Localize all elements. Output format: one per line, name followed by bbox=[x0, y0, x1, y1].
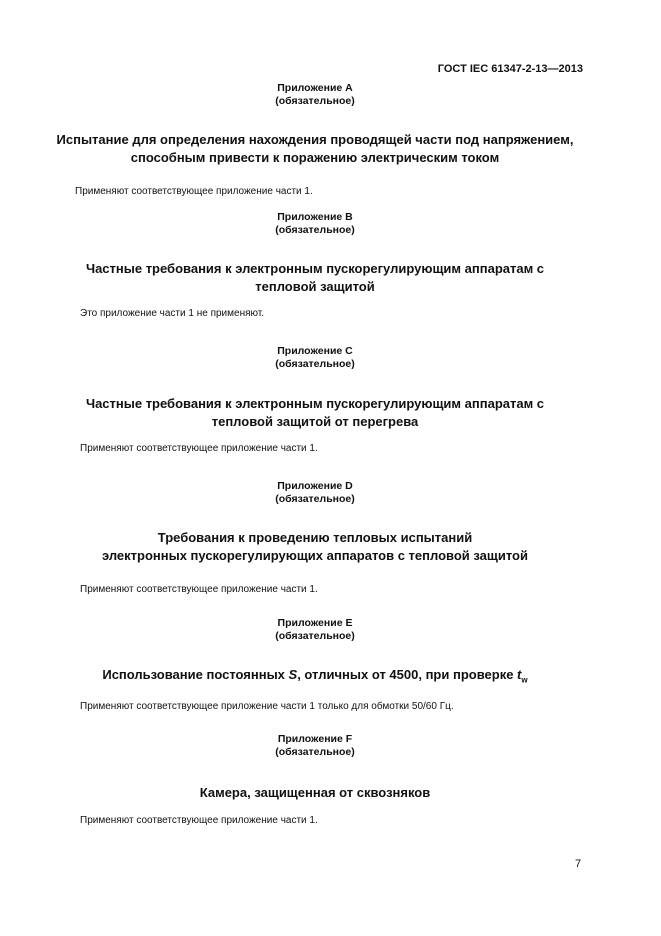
appendix-b-label: Приложение B bbox=[277, 211, 353, 223]
appendix-f-label: Приложение F bbox=[277, 733, 353, 745]
appendix-c-title-line1: Частные требования к электронным пускорегулирующим аппаратам с bbox=[85, 396, 545, 411]
appendix-a-title-line2: способным привести к поражению электрическим током bbox=[130, 150, 500, 165]
appendix-d-title-line1: Требования к проведению тепловых испытаний bbox=[157, 530, 473, 545]
appendix-a-heading bbox=[0, 82, 630, 108]
appendix-d-heading bbox=[0, 480, 630, 506]
appendix-e-title-s: S bbox=[288, 667, 298, 682]
page-number: 7 bbox=[575, 858, 582, 870]
appendix-d-text: Применяют соответствующее приложение части 1. bbox=[80, 584, 318, 595]
appendix-f-heading bbox=[0, 733, 630, 759]
appendix-a-status: (обязательное) bbox=[275, 95, 355, 107]
appendix-d-title-line2: электронных пускорегулирующих аппаратов с тепловой защитой bbox=[101, 548, 528, 563]
appendix-d-title bbox=[0, 529, 630, 565]
appendix-c-status: (обязательное) bbox=[275, 358, 355, 370]
appendix-e-status: (обязательное) bbox=[275, 630, 355, 642]
appendix-f-status: (обязательное) bbox=[275, 746, 355, 758]
appendix-c-heading bbox=[0, 345, 630, 371]
appendix-b-title-line2: тепловой защитой bbox=[255, 279, 375, 294]
appendix-f-title-line1: Камера, защищенная от сквозняков bbox=[199, 785, 431, 800]
appendix-c-title bbox=[0, 395, 630, 431]
appendix-f-text: Применяют соответствующее приложение части 1. bbox=[80, 815, 318, 826]
appendix-b-title-line1: Частные требования к электронным пускорегулирующим аппаратам с bbox=[85, 261, 545, 276]
appendix-e-heading bbox=[0, 617, 630, 643]
appendix-e-title-t: t bbox=[517, 667, 522, 682]
appendix-a-title bbox=[0, 131, 630, 167]
appendix-c-title-line2: тепловой защитой от перегрева bbox=[211, 414, 419, 429]
appendix-b-title bbox=[0, 260, 630, 296]
appendix-d-label: Приложение D bbox=[277, 480, 353, 492]
appendix-c-label: Приложение C bbox=[277, 345, 353, 357]
appendix-a-text: Применяют соответствующее приложение части 1. bbox=[75, 186, 313, 197]
appendix-e-title bbox=[0, 666, 630, 690]
appendix-f-title bbox=[0, 784, 630, 802]
appendix-b-status: (обязательное) bbox=[275, 224, 355, 236]
appendix-b-text: Это приложение части 1 не применяют. bbox=[80, 308, 265, 319]
appendix-e-title-sub: w bbox=[521, 675, 528, 685]
document-code: ГОСТ IEC 61347-2-13—2013 bbox=[437, 63, 583, 75]
appendix-e-title-pre: Использование постоянных bbox=[102, 667, 289, 682]
appendix-e-label: Приложение E bbox=[277, 617, 353, 629]
appendix-e-title-mid: , отличных от 4500, при проверке bbox=[297, 667, 518, 682]
appendix-e-text: Применяют соответствующее приложение части 1 только для обмотки 50/60 Гц. bbox=[80, 701, 454, 712]
appendix-d-status: (обязательное) bbox=[275, 493, 355, 505]
appendix-a-label: Приложение A bbox=[277, 82, 353, 94]
appendix-c-text: Применяют соответствующее приложение части 1. bbox=[80, 443, 318, 454]
appendix-a-title-line1: Испытание для определения нахождения проводящей части под напряжением, bbox=[56, 132, 574, 147]
appendix-b-heading bbox=[0, 211, 630, 237]
